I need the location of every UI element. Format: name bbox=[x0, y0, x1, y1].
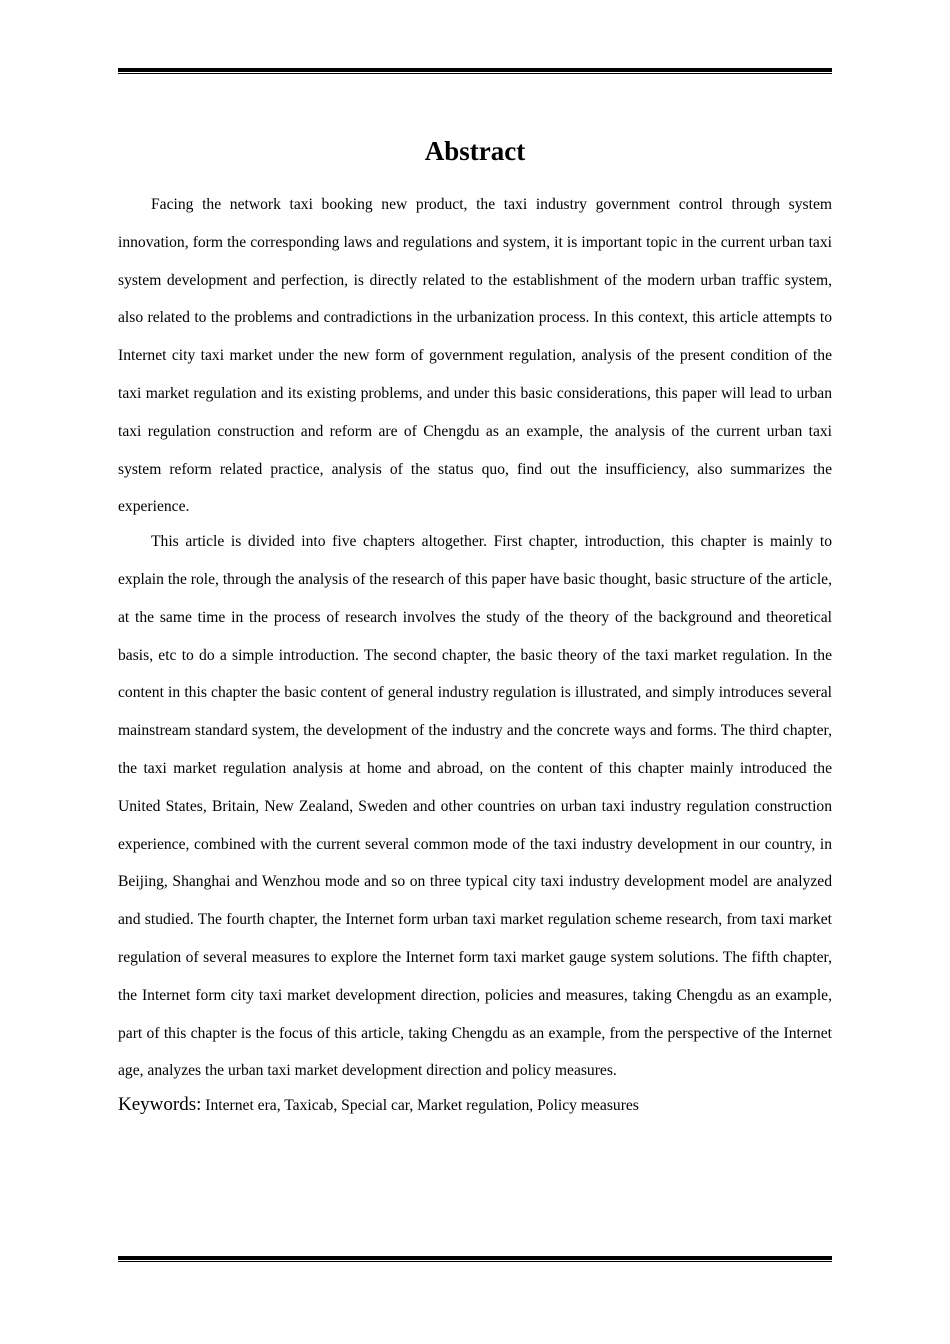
keywords-label: Keywords: bbox=[118, 1094, 202, 1116]
abstract-body bbox=[118, 186, 832, 1124]
abstract-paragraph-1: Facing the network taxi booking new product, the taxi industry government control through system innovation, form the corresponding laws and regulations and system, it is important topic in the current urban taxi system development and perfection, is directly related to the establishment of the modern urban traffic system, also related to the problems and contradictions in the urbanization process. In this context, this article attempts to Internet city taxi market under the new form of government regulation, analysis of the present condition of the taxi market regulation and its existing problems, and under this basic considerations, this paper will lead to urban taxi regulation construction and reform are of Chengdu as an example, the analysis of the current urban taxi system reform related practice, analysis of the status quo, find out the insufficiency, also summarizes the experience. bbox=[118, 196, 832, 516]
abstract-paragraph-2: This article is divided into five chapters altogether. First chapter, introduction, this chapter is mainly to explain the role, through the analysis of the research of this paper have basic thought, basic structure of the article, at the same time in the process of research involves the study of the theory of the background and theoretical basis, etc to do a simple introduction. The second chapter, the basic theory of the taxi market regulation. In the content in this chapter the basic content of general industry regulation is illustrated, and simply introduces several mainstream standard system, the development of the industry and the concrete ways and forms. The third chapter, the taxi market regulation analysis at home and abroad, on the content of this chapter mainly introduced the United States, Britain, New Zealand, Sweden and other countries on urban taxi industry regulation construction experience, combined with the current several common mode of the taxi industry development in our country, in Beijing, Shanghai and Wenzhou mode and so on three typical city taxi industry development model are analyzed and studied. The fourth chapter, the Internet form urban taxi market regulation scheme research, from taxi market regulation of several measures to explore the Internet form taxi market gauge system solutions. The fifth chapter, the Internet form city taxi market development direction, policies and measures, taking Chengdu as an example, part of this chapter is the focus of this article, taking Chengdu as an example, from the perspective of the Internet age, analyzes the urban taxi market development direction and policy measures. bbox=[118, 533, 832, 1080]
page-title: Abstract bbox=[424, 136, 526, 166]
keywords-line bbox=[118, 1086, 832, 1124]
keywords-value: Internet era, Taxicab, Special car, Market regulation, Policy measures bbox=[205, 1097, 639, 1115]
header-rule bbox=[118, 68, 832, 74]
footer-rule bbox=[118, 1256, 832, 1262]
